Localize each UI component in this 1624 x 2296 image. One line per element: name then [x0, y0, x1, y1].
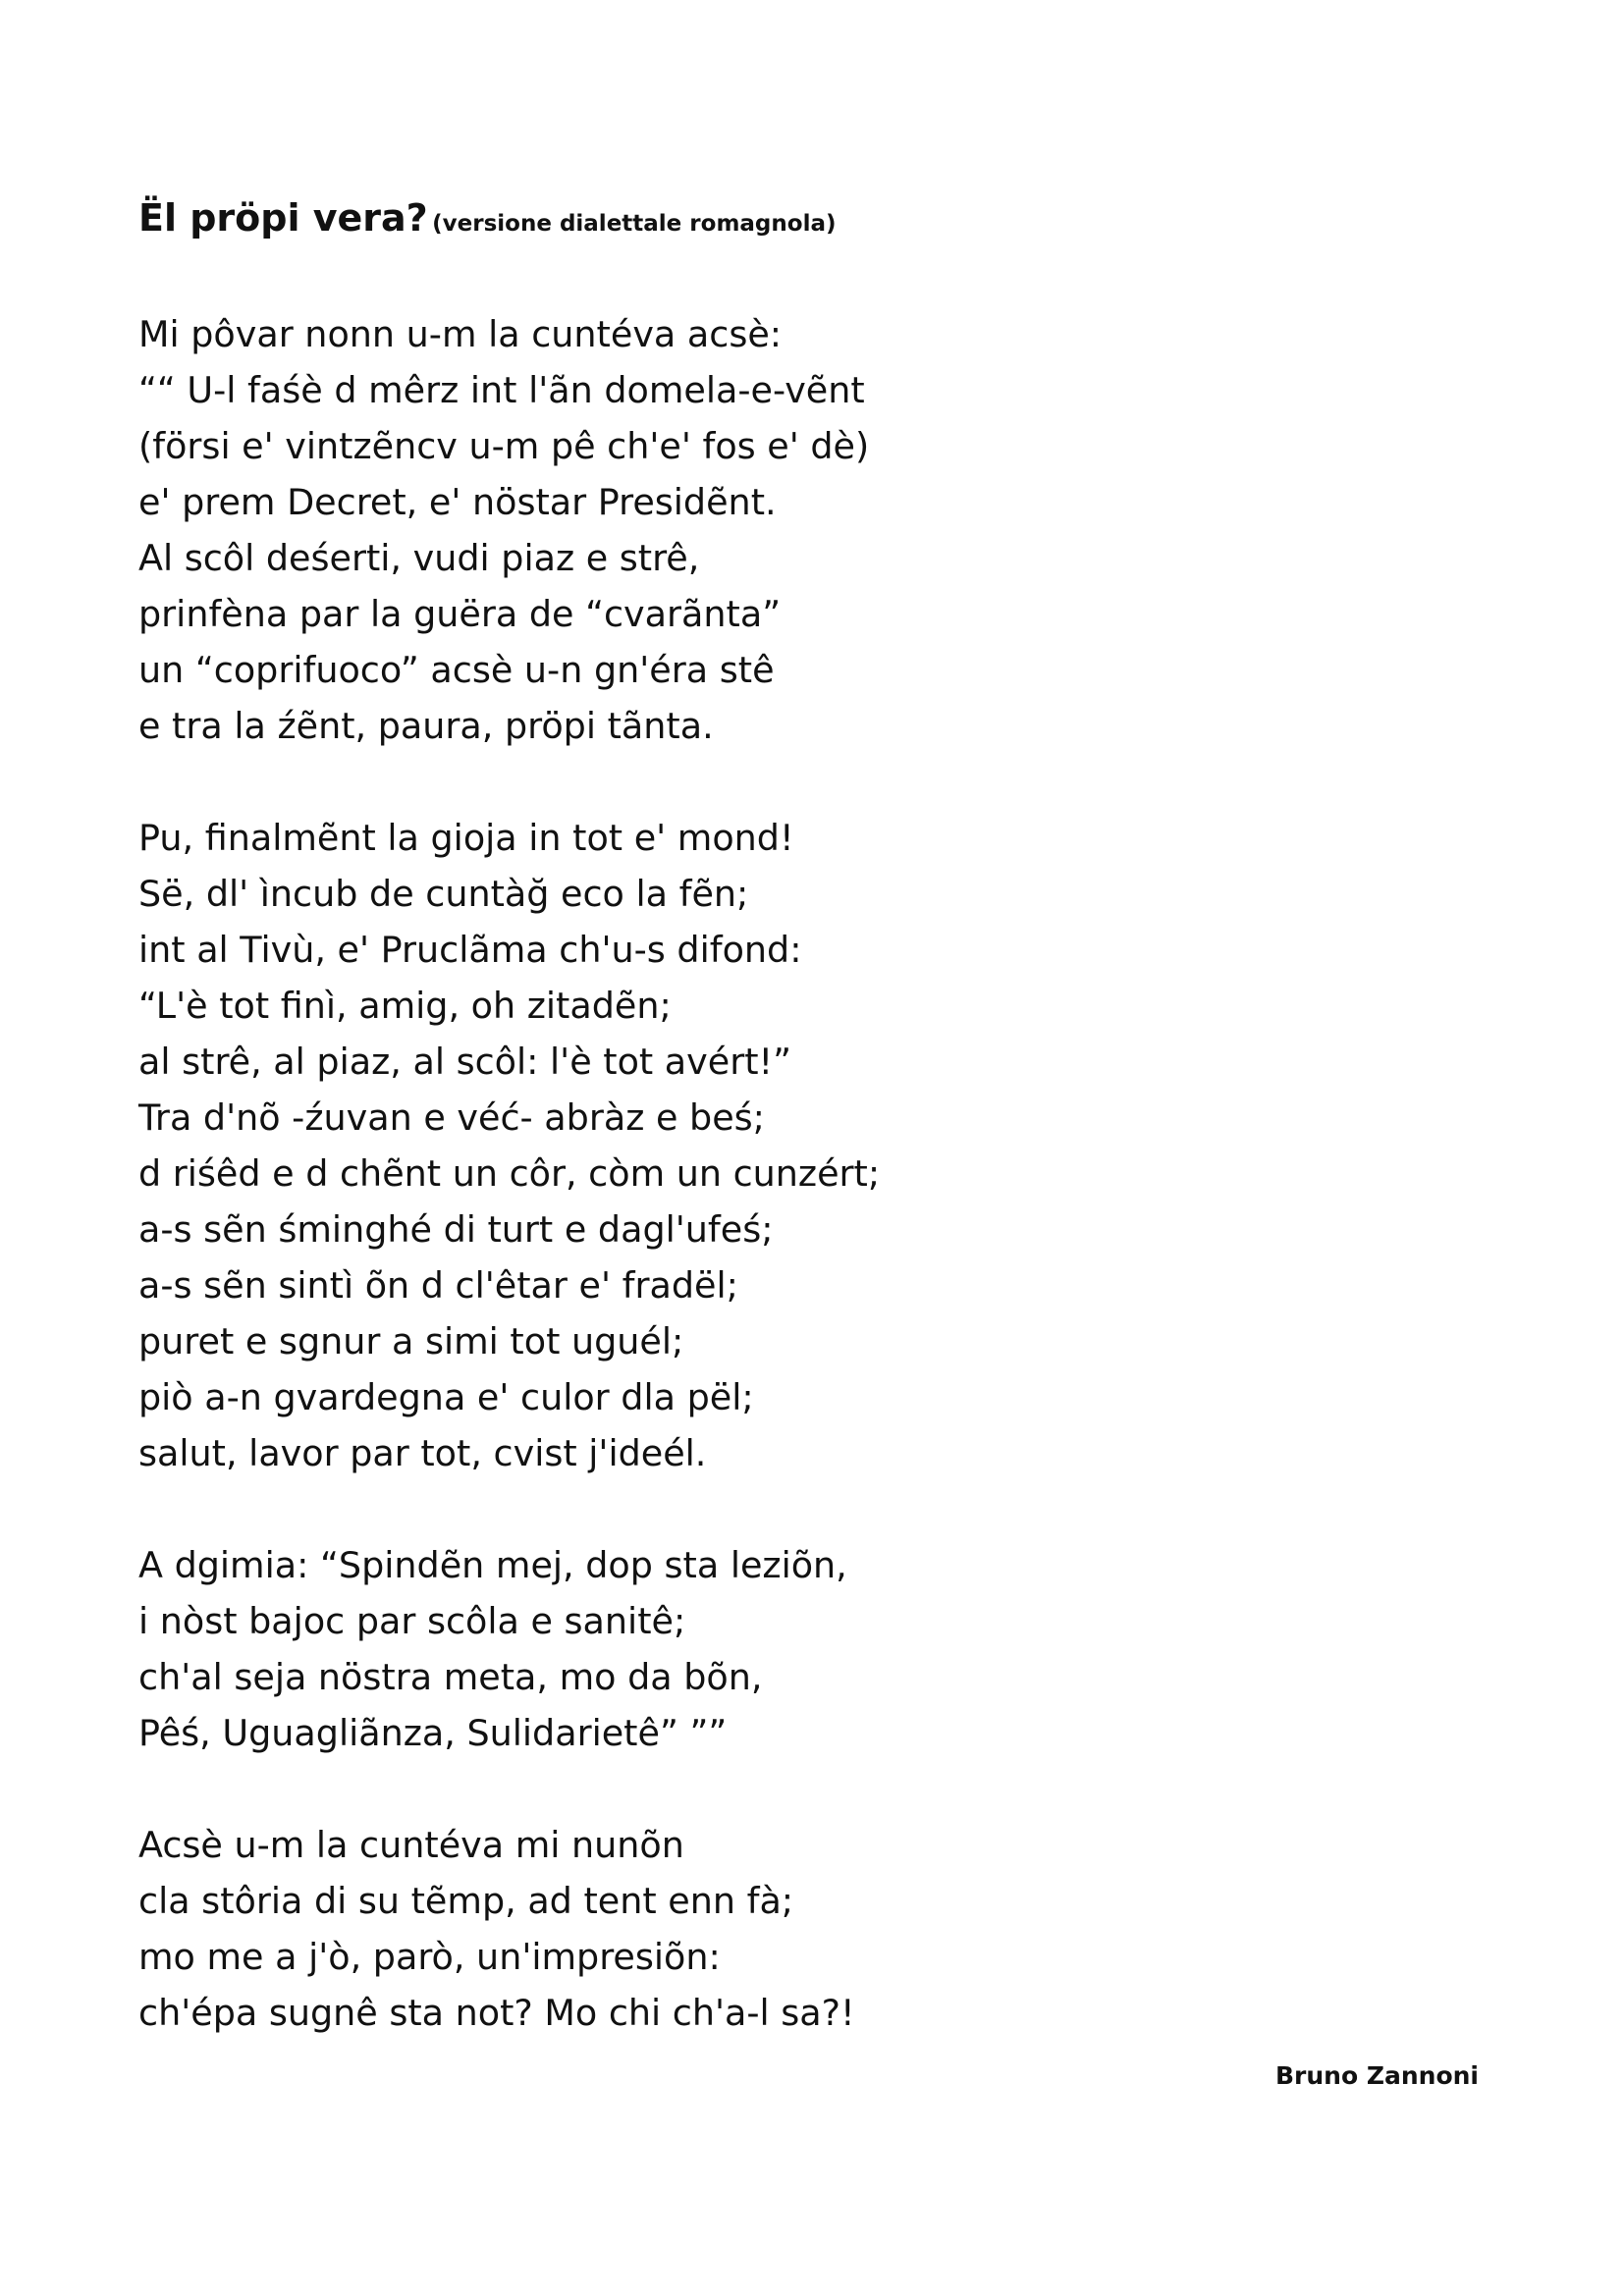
verse-line: e' prem Decret, e' nöstar Presidẽnt.	[138, 481, 777, 523]
stanza	[138, 810, 1317, 1481]
verse-line: A dgimia: “Spindẽn mej, dop sta leziõn,	[138, 1544, 847, 1586]
verse-line: Pu, finalmẽnt la gioja in tot e' mond!	[138, 817, 794, 859]
verse-line: puret e sgnur a simi tot uguél;	[138, 1320, 684, 1362]
verse-line: al strê, al piaz, al scôl: l'è tot avért!”	[138, 1041, 792, 1083]
poem-title	[138, 196, 836, 240]
verse-line: d riśêd e d chẽnt un côr, còm un cunzért;	[138, 1152, 881, 1195]
verse-line: un “coprifuoco” acsè u-n gn'éra stê	[138, 649, 775, 691]
verse-line: int al Tivù, e' Pruclãma ch'u-s difond:	[138, 929, 802, 971]
author-signature: Bruno Zannoni	[1275, 2061, 1479, 2090]
title-main: Ël pröpi vera?	[138, 196, 428, 240]
verse-line: “L'è tot finì, amig, oh zitadẽn;	[138, 985, 672, 1027]
verse-line: a-s sẽn sintì õn d cl'êtar e' fradël;	[138, 1264, 738, 1307]
verse-line: salut, lavor par tot, cvist j'ideél.	[138, 1432, 707, 1474]
verse-line: Mi pôvar nonn u-m la cuntéva acsè:	[138, 313, 783, 355]
verse-line: Al scôl deśerti, vudi piaz e strê,	[138, 537, 700, 579]
poem-body	[138, 306, 1317, 2097]
verse-line: a-s sẽn śminghé di turt e dagl'ufeś;	[138, 1208, 774, 1251]
title-subtitle: (versione dialettale romagnola)	[432, 211, 837, 237]
verse-line: Acsè u-m la cuntéva mi nunõn	[138, 1824, 684, 1866]
verse-line: (försi e' vintzẽncv u-m pê ch'e' fos e' dè)	[138, 425, 870, 467]
stanza	[138, 306, 1317, 754]
verse-line: Tra d'nõ -źuvan e véć- abràz e beś;	[138, 1096, 765, 1139]
verse-line: prinfèna par la guëra de “cvarãnta”	[138, 593, 782, 635]
verse-line: i nòst bajoc par scôla e sanitê;	[138, 1600, 686, 1642]
verse-line: ch'épa sugnê sta not? Mo chi ch'a-l sa?!	[138, 1992, 855, 2034]
verse-line: cla stôria di su tẽmp, ad tent enn fà;	[138, 1880, 794, 1922]
verse-line: e tra la źẽnt, paura, pröpi tãnta.	[138, 705, 714, 747]
stanza	[138, 1537, 1317, 1761]
verse-line: ch'al seja nöstra meta, mo da bõn,	[138, 1656, 763, 1698]
verse-line: Së, dl' ìncub de cuntàğ eco la fẽn;	[138, 873, 749, 915]
verse-line: Pêś, Uguagliãnza, Sulidarietê” ””	[138, 1712, 728, 1754]
stanza	[138, 1817, 1317, 2041]
verse-line: mo me a j'ò, parò, un'impresiõn:	[138, 1936, 721, 1978]
verse-line: ““ U-l faśè d mêrz int l'ãn domela-e-vẽnt	[138, 369, 865, 411]
verse-line: piò a-n gvardegna e' culor dla pël;	[138, 1376, 754, 1418]
